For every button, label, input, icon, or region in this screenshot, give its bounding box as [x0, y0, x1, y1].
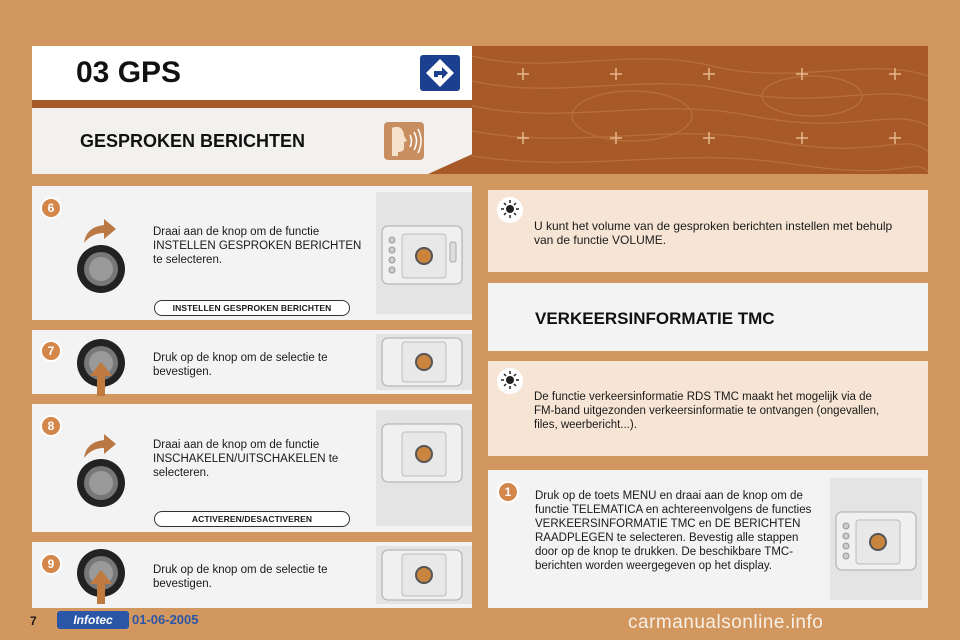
rotary-knob-icon	[76, 244, 126, 294]
directions-icon	[420, 55, 460, 91]
tip-lightbulb-icon	[497, 197, 523, 223]
infotec-logo: Infotec	[57, 611, 129, 629]
radio-unit-image	[830, 478, 922, 600]
step-instruction: Druk op de toets MENU en draai aan de knop om de functie TELEMATICA en achtereenvolgens de functies VERKEERSINFORMATIE TMC en DE BERICHTEN RAADPLEGEN te selecteren. Bevestig alle stappen door op de knop te drukken. De beschikbare TMC-berichten worden weergegeven op het display.	[535, 490, 812, 572]
page-number: 7	[30, 614, 37, 628]
voice-speaking-icon	[384, 122, 424, 160]
tmc-info-text: De functie verkeersinformatie RDS TMC maakt het mogelijk via de FM-band uitgezonden verkeersinformatie te ontvangen (ongevallen, files, weerbericht...).	[534, 391, 880, 431]
press-arrow-icon	[88, 360, 114, 398]
step-instruction: Draai aan de knop om de functie INSCHAKELEN/UITSCHAKELEN te selecteren.	[153, 439, 339, 479]
step-instruction: Druk op de knop om de selectie te bevestigen.	[153, 564, 328, 590]
watermark: carmanualsonline.info	[628, 612, 824, 633]
step-number-badge: 6	[40, 197, 62, 219]
step-number-badge: 9	[40, 553, 62, 575]
rotate-arrow-icon	[80, 217, 120, 247]
section-title: VERKEERSINFORMATIE TMC	[535, 309, 775, 328]
rotary-knob-icon	[76, 458, 126, 508]
step-instruction: Druk op de knop om de selectie te bevestigen.	[153, 352, 328, 378]
function-label: INSTELLEN GESPROKEN BERICHTEN	[154, 300, 350, 316]
tip-lightbulb-icon	[497, 368, 523, 394]
press-arrow-icon	[88, 568, 114, 606]
step-instruction: Draai aan de knop om de functie INSTELLEN GESPROKEN BERICHTEN te selecteren.	[153, 226, 362, 266]
step-number-badge: 8	[40, 415, 62, 437]
radio-unit-image	[376, 334, 472, 390]
page-title: 03 GPS	[76, 56, 182, 89]
radio-unit-image	[376, 192, 472, 314]
step-number-badge: 7	[40, 340, 62, 362]
radio-unit-image	[376, 546, 472, 604]
step-number-badge: 1	[497, 481, 519, 503]
section-title: GESPROKEN BERICHTEN	[80, 131, 306, 151]
function-label: ACTIVEREN/DESACTIVEREN	[154, 511, 350, 527]
document-date: 01-06-2005	[132, 612, 199, 627]
radio-unit-image	[376, 410, 472, 526]
volume-info-text: U kunt het volume van de gesproken berichten instellen met behulp van de functie VOLUME.	[534, 219, 893, 247]
